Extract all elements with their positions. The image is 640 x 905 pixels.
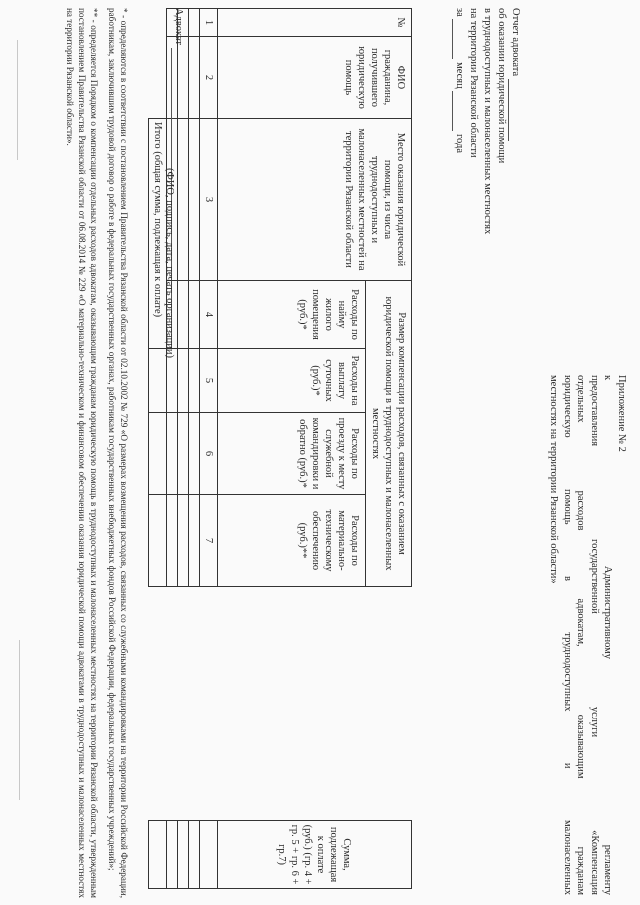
column-number-row (200, 9, 218, 889)
column-number: 7 (200, 495, 218, 587)
footnote-1: * - определяются в соответствии с постановлением Правительства Рязанской области от 02.10.2002 № 729 «О размерах возмещения расходов, связанных со служебными командировками на территории Российской Федерации, работникам, заключившим трудовой договор о работе в федеральных государственных органах, работникам государственных внебюджетных фондов Российской Федерации, федеральных государственных учреждений»; (107, 8, 129, 898)
blank-cell (200, 587, 218, 821)
scan-mark (19, 640, 20, 800)
header-number: № (218, 9, 412, 37)
header-material: Расходы по материально-техническому обеспечению (руб.)** (218, 495, 366, 587)
month-blank (452, 19, 453, 59)
header-sum: Сумма, подлежащая к оплате (руб.) (гр. 4 + гр. 5 + гр. 6 + гр.7) (218, 821, 412, 889)
year-blank (452, 91, 453, 131)
report-title: Отчет адвоката (510, 8, 521, 77)
column-number: 1 (200, 9, 218, 37)
appendix-line: к Административному регламенту (602, 375, 614, 895)
total-label: Итого (общая сумма, подлежащая к оплате) (149, 119, 167, 349)
table-row (189, 9, 200, 889)
header-travel: Расходы по проезду к месту служебной командировки и обратно (руб.)* (218, 413, 366, 495)
compensation-table (148, 8, 412, 889)
header-compensation: Размер компенсации расходов, связанных с оказанием юридической помощи в труднодоступных и малонаселенных местностях (366, 281, 412, 587)
year-label: года (454, 134, 465, 153)
report-subtitle: на территории Рязанской области (468, 8, 479, 158)
report-subtitle: об оказании юридической помощи (496, 8, 507, 164)
header-place: Место оказания юридической помощи, из числа труднодоступных и малонаселенных местностей на территории Рязанской области (218, 119, 412, 281)
appendix-line: отдельных расходов адвокатам, оказывающим гражданам (575, 375, 587, 895)
blank-cell (218, 587, 412, 821)
header-fio: ФИО гражданина, получившего юридическую помощь (218, 37, 412, 119)
footnote-2: ** - определяется Порядком о компенсации отдельных расходов адвокатам, оказывающим гражданам юридическую помощь в труднодоступных и малонаселенных местностях на территории Рязанской области, утвержденным постановлением Правительства Рязанской области от 06.08.2014 № 229 «О материально-техническом и финансовом обеспечении оказания юридической помощи адвокатами в труднодоступных и малонаселенных местностях на территории Рязанской области». (65, 8, 99, 898)
signature-caption: (ФИО, подпись, дата, печать организации) (164, 168, 175, 358)
footnotes (58, 8, 130, 898)
table-cell (200, 821, 218, 889)
period-label: за (454, 8, 465, 17)
advocate-name-blank (508, 79, 509, 141)
header-daily: Расходы на выплату суточных (руб.)* (218, 349, 366, 413)
report-title-block (452, 8, 522, 235)
column-number: 4 (200, 281, 218, 349)
column-number: 2 (200, 37, 218, 119)
month-label: месяц (454, 62, 465, 89)
column-number: 5 (200, 349, 218, 413)
appendix-block (547, 375, 628, 895)
scan-mark (17, 40, 18, 160)
column-number: 6 (200, 413, 218, 495)
appendix-line: юридическую помощь в труднодоступных и малонаселенных (562, 375, 573, 895)
appendix-title: Приложение № 2 (616, 375, 627, 452)
column-number: 3 (200, 119, 218, 281)
report-subtitle: в труднодоступных и малонаселенных местностях (482, 8, 493, 235)
appendix-line: местностях на территории Рязанской области» (548, 375, 560, 584)
header-housing: Расходы по найму жилого помещения (руб.)* (218, 281, 366, 349)
advocate-label: Адвокат (173, 8, 184, 45)
appendix-line: предоставления государственной услуги «Компенсация (589, 375, 600, 895)
